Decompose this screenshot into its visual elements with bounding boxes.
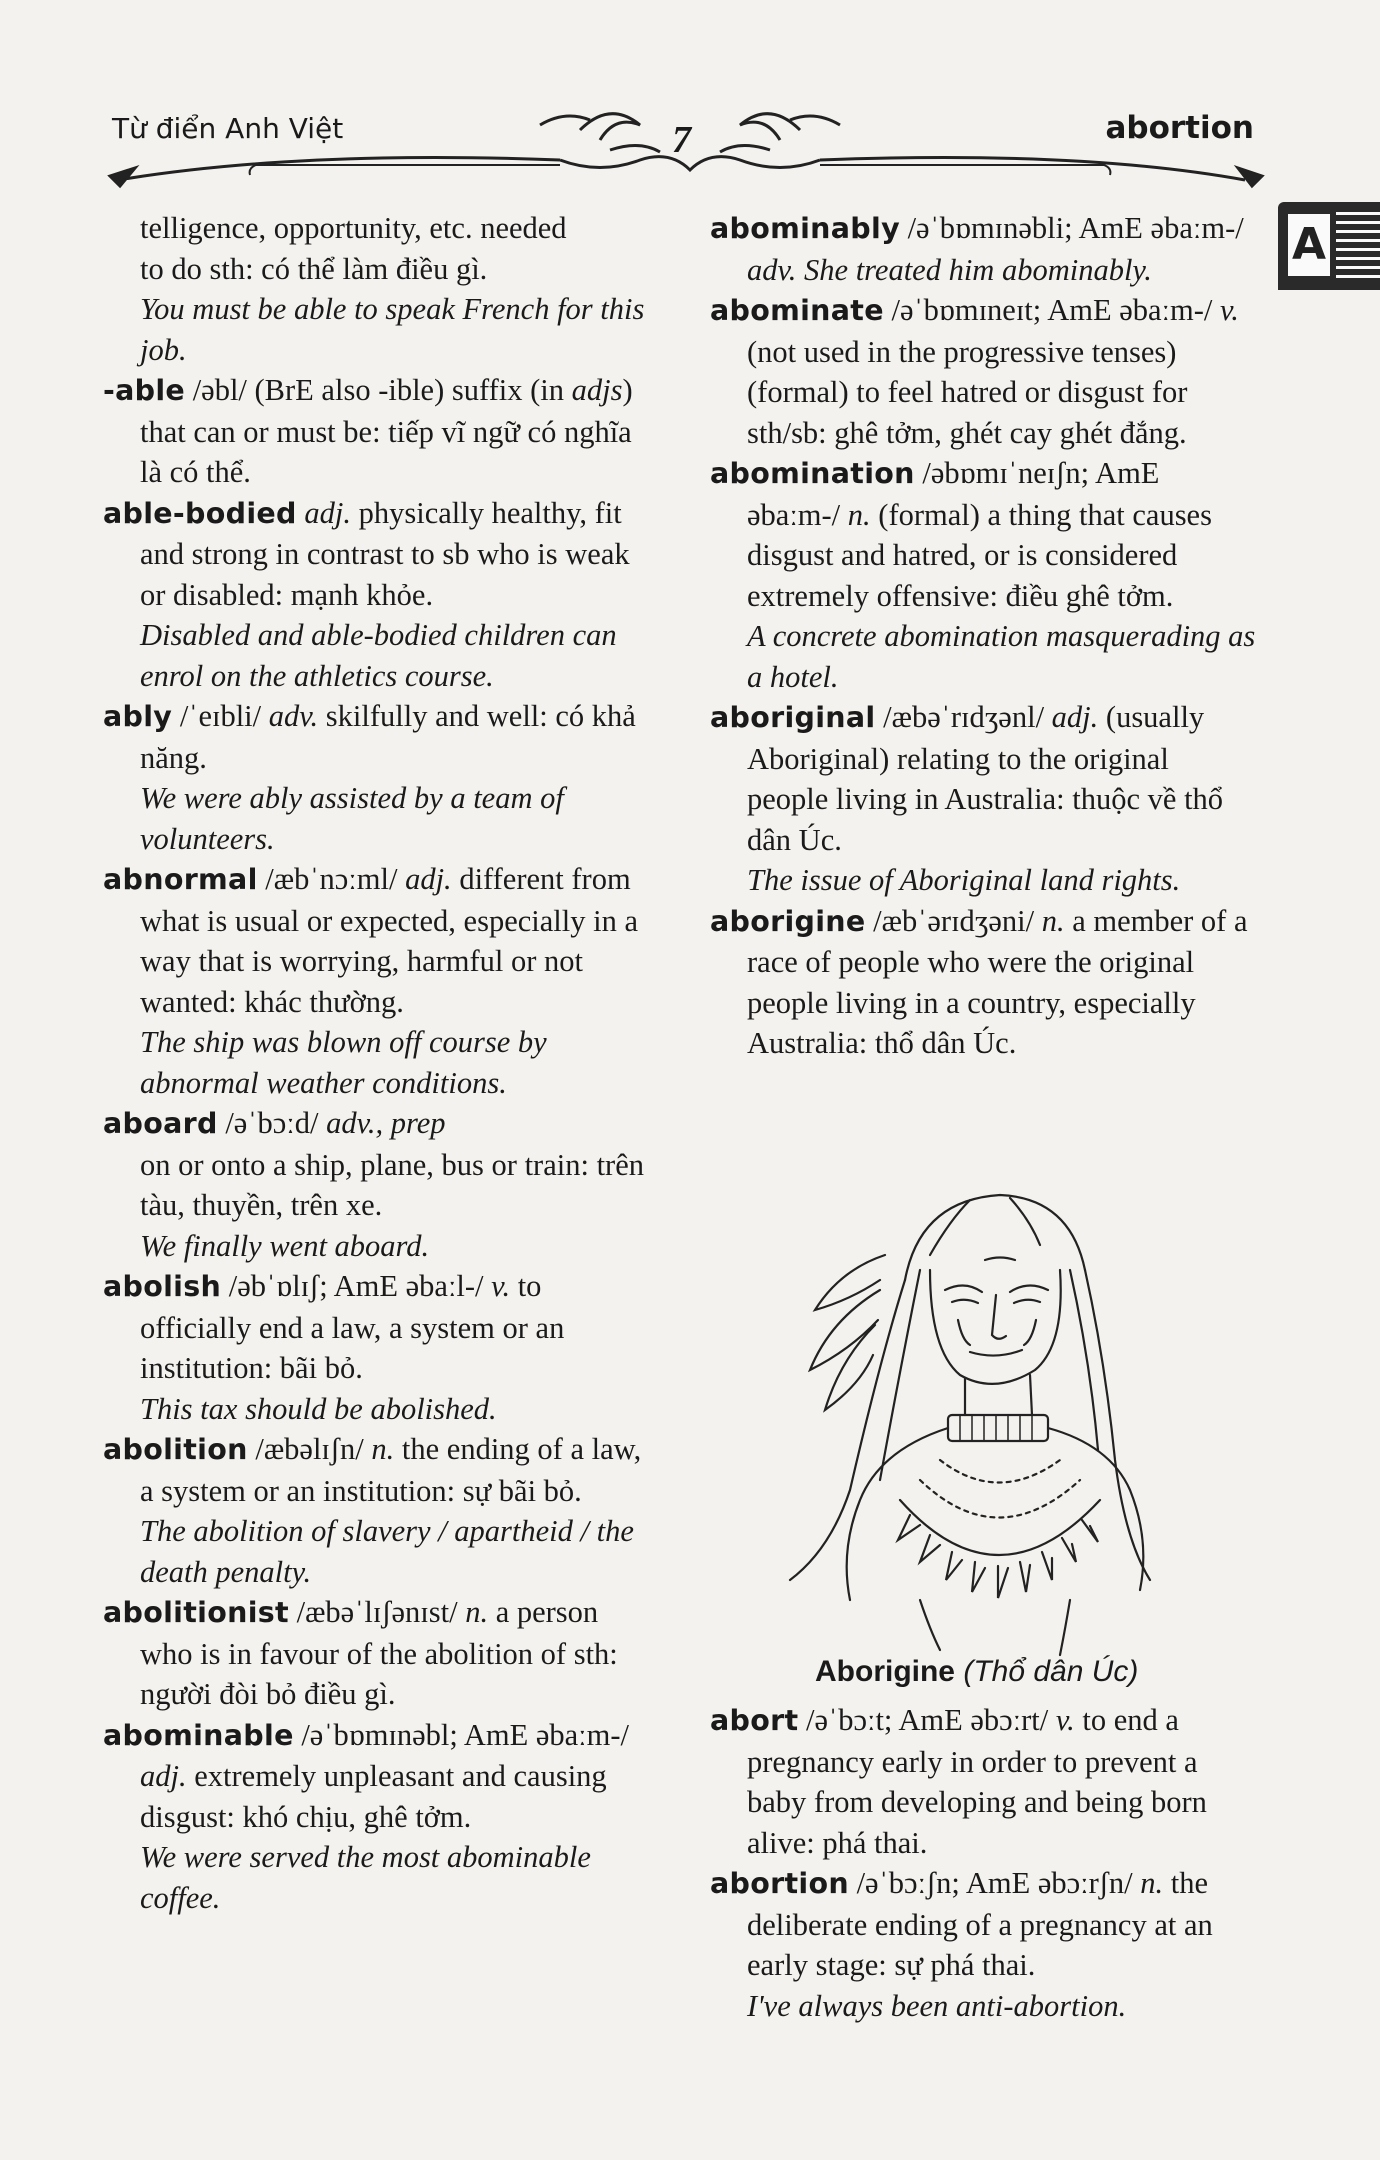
entry-example: We finally went aboard. [140,1228,430,1263]
part-of-speech: n. [1041,903,1065,938]
definition: to end a pregnancy early in order to prevent a baby from developing and being born alive: phá thai. [747,1703,1207,1860]
entry-example: The ship was blown off course by abnormal weather conditions. [140,1025,547,1100]
running-head-left: Từ điển Anh Việt [112,112,344,145]
example-line-1: You must be able to speak French [140,292,550,326]
definition: ) that can or must be: tiếp vĩ ngữ có nghĩa là có thể. [140,373,633,489]
definition: the ending of a law, a system or an institution: sự bãi bỏ. [140,1432,642,1508]
entry-abominate [710,290,1257,453]
part-of-speech: n. [465,1595,489,1629]
pronunciation: /əˈbɒmɪneɪt; AmE əbaːm-/ [883,293,1220,327]
pronunciation: /æbəˈrɪdʒənl/ [875,700,1052,734]
part-of-speech: adj. [1051,700,1099,734]
part-of-speech: n. [371,1432,395,1466]
headword: abortion [710,1867,849,1900]
pronunciation: /əˈbɔːd/ [217,1106,327,1140]
entry-example: We were served the most abominable coffee. [140,1840,591,1915]
part-of-speech: adjs [571,373,623,407]
definition: skilfully and well: có khả năng. [140,699,636,775]
headword: abolition [103,1433,248,1466]
entry-example: Disabled and able-bodied children can enrol on the athletics course. [140,618,617,693]
headword: aboriginal [710,701,876,734]
entry-abominable [103,1715,655,1838]
section-letter: A [1288,214,1330,276]
part-of-speech: adj. [296,495,351,530]
part-of-speech: v. [1220,293,1239,327]
part-of-speech: adj. [405,862,452,896]
page-number: 7 [672,119,691,161]
definition: a member of a race of people who were the original people living in a country, especially Australia: thổ dân Úc. [747,903,1248,1060]
headword: abomination [710,457,915,490]
right-column [710,208,1257,1064]
part-of-speech: adv. [268,699,319,733]
aborigine-illustration [770,1160,1210,1670]
entry-example: A concrete abomination masquerading as a hotel. [747,619,1256,694]
headword: abolish [103,1270,222,1303]
entry-abolitionist [103,1592,655,1715]
headword: abominate [710,294,884,327]
definition: a person who is in favour of the abolition of sth: người đòi bỏ điều gì. [140,1595,618,1711]
entry-ably [103,696,655,778]
illustration-caption [815,1655,1138,1689]
running-head-right: abortion [1105,110,1254,146]
headword: able-bodied [103,496,297,530]
part-of-speech: n. [847,497,871,532]
entry-abnormal [103,859,655,1022]
definition: on or onto a ship, plane, bus or train: trên tàu, thuyền, trên xe. [140,1147,644,1222]
definition: the deliberate ending of a pregnancy at an early stage: sự phá thai. [747,1866,1213,1982]
headword: abolitionist [103,1596,289,1629]
part-of-speech: v. [1055,1703,1075,1737]
entry-example: The abolition of slavery / apartheid / the death penalty. [140,1514,634,1589]
pronunciation: /əˈbɔːʃn; AmE əbɔːrʃn/ [848,1866,1141,1900]
definition: physically healthy, fit and strong in contrast to sb who is weak or disabled: mạnh khỏe. [140,495,630,612]
entry-abominably [710,208,1257,290]
headword: -able [103,374,186,407]
pronunciation: /əˈbɒmɪnəbl; AmE əbaːm-/ [293,1717,629,1752]
part-of-speech: adj. [140,1759,187,1793]
entry-abolish [103,1266,655,1389]
definition: (formal) a thing that causes disgust and hatred, or is considered extremely offensive: điều ghê tởm. [747,497,1212,613]
entry-able-bodied [103,493,655,616]
headword: abominable [103,1718,294,1752]
pronunciation: /əbˈɒlɪʃ; AmE əbaːl-/ [221,1269,492,1303]
part-of-speech: adv., prep [326,1106,446,1140]
entry-example: This tax should be abolished. [140,1391,497,1426]
continued-entry [103,208,655,289]
pronunciation: /əˈbɒmɪnəbli; AmE əbaːm-/ [899,211,1244,245]
tab-stripes [1336,212,1380,280]
definition: different from what is usual or expected, especially in a way that is worrying, harmful or not wanted: khác thường. [140,862,638,1019]
definition: (not used in the progressive tenses) (formal) to feel hatred or disgust for sth/sb: ghê tởm, ghét cay ghét đắng. [747,334,1188,450]
entry-example: She treated him abominably. [796,252,1152,287]
entry-abolition [103,1429,655,1511]
header-ornament [0,0,1380,200]
caption-vietnamese: (Thổ dân Úc) [963,1655,1139,1688]
left-column [103,208,655,1918]
pronunciation: /əbɒmɪˈneɪʃn; AmE əbaːm-/ [747,456,1160,532]
headword: aborigine [710,904,866,938]
pronunciation: /əˈbɔːt; AmE əbɔːrt/ [798,1703,1056,1737]
part-of-speech: n. [1140,1866,1164,1900]
pronunciation: /æbˈnɔːml/ [257,862,406,896]
right-column-lower [710,1700,1257,2026]
headword: aboard [103,1107,218,1140]
headword: ably [103,700,173,733]
pronunciation: /ˈeɪbli/ [172,699,269,733]
example-line-2: for this job. [140,292,645,367]
entry-example [103,289,655,370]
entry-aboard [103,1103,655,1145]
entry-abortion [710,1863,1257,1986]
entry-aborigine [710,901,1257,1064]
entry-able [103,370,655,493]
headword: abort [710,1704,799,1737]
pronunciation: /əbl/ (BrE also -ible) suffix (in [185,373,572,407]
part-of-speech: adv. [747,252,797,287]
entry-abort [710,1700,1257,1863]
pronunciation: /æbˈərɪdʒəni/ [865,903,1042,938]
pronunciation: /æbəˈlɪʃənɪst/ [288,1595,466,1629]
entry-example: The issue of Aboriginal land rights. [747,863,1181,897]
definition: to officially end a law, a system or an institution: bãi bỏ. [140,1269,565,1385]
pronunciation: /æbəlɪʃn/ [247,1432,372,1466]
headword: abominably [710,212,900,245]
entry-example: We were ably assisted by a team of volunteers. [140,781,564,856]
definition: (usually Aboriginal) relating to the original people living in Australia: thuộc về thổ dân Úc. [747,700,1224,857]
continued-line-1: telligence, opportunity, etc. needed [140,211,567,245]
headword: abnormal [103,863,258,896]
entry-abomination [710,453,1257,616]
definition: extremely unpleasant and causing disgust: khó chịu, ghê tởm. [140,1759,607,1834]
entry-aboriginal [710,697,1257,860]
continued-line-2: to do sth: có thể làm điều gì. [140,251,488,286]
entry-example: I've always been anti-abortion. [747,1988,1127,2023]
section-letter-tab [1278,202,1380,290]
part-of-speech: v. [491,1269,511,1303]
caption-english: Aborigine [815,1655,964,1688]
